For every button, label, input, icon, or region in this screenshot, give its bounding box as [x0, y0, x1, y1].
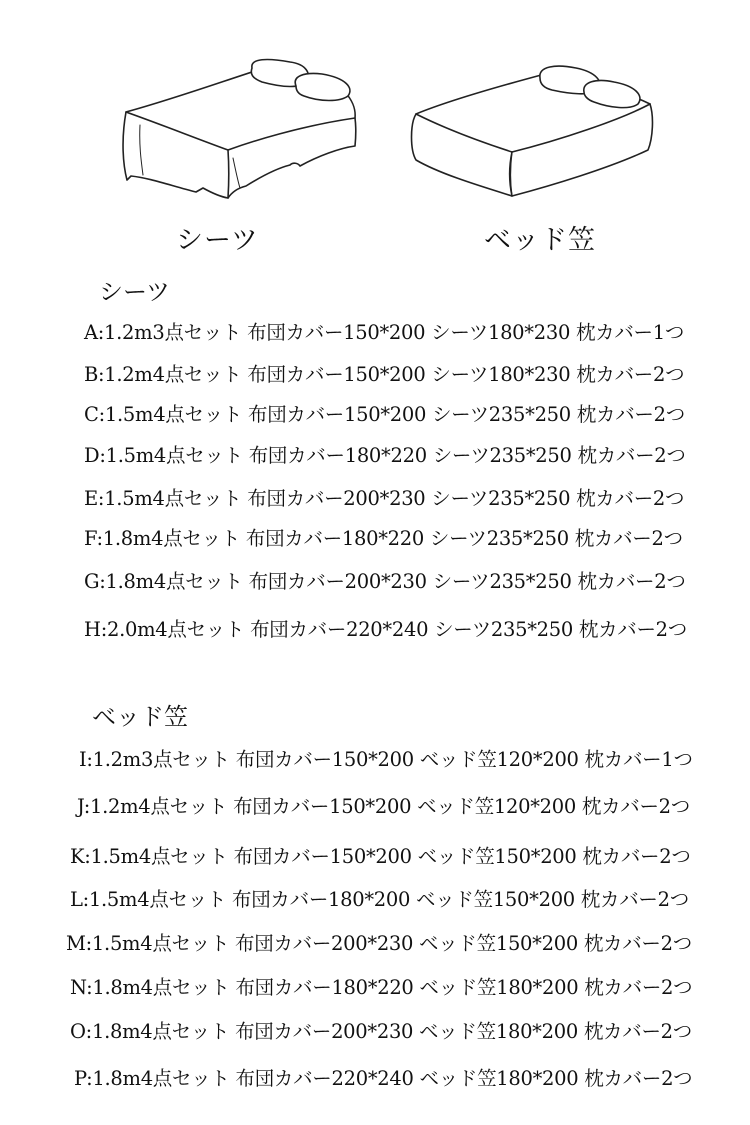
fitted-option-n: N:1.8m4点セット 布団カバー180*220 ベッド笠180*200 枕カバー2つ [70, 976, 693, 999]
fitted-option-i: I:1.2m3点セット 布団カバー150*200 ベッド笠120*200 枕カバー1つ [79, 748, 693, 771]
sheet-option-h: H:2.0m4点セット 布団カバー220*240 シーツ235*250 枕カバー2つ [84, 618, 687, 641]
sheet-option-g: G:1.8m4点セット 布団カバー200*230 シーツ235*250 枕カバー2つ [84, 570, 686, 593]
fitted-option-o: O:1.8m4点セット 布団カバー200*230 ベッド笠180*200 枕カバー2つ [70, 1020, 692, 1043]
bedding-illustrations [0, 0, 750, 270]
sheet-option-b: B:1.2m4点セット 布団カバー150*200 シーツ180*230 枕カバー2つ [84, 363, 685, 386]
sheet-option-d: D:1.5m4点セット 布団カバー180*220 シーツ235*250 枕カバー2つ [84, 444, 686, 467]
fitted-option-j: J:1.2m4点セット 布団カバー150*200 ベッド笠120*200 枕カバー2つ [77, 795, 690, 818]
flat-sheet-caption: シーツ [176, 225, 259, 256]
sheet-option-a: A:1.2m3点セット 布団カバー150*200 シーツ180*230 枕カバー1つ [84, 321, 685, 344]
fitted-sheet-caption: ベッド笠 [484, 225, 596, 256]
fitted-section-title: ベッド笠 [92, 703, 188, 731]
fitted-option-k: K:1.5m4点セット 布団カバー150*200 ベッド笠150*200 枕カバー2つ [70, 845, 691, 868]
sheet-option-c: C:1.5m4点セット 布団カバー150*200 シーツ235*250 枕カバー2つ [84, 403, 685, 426]
sheet-option-e: E:1.5m4点セット 布団カバー200*230 シーツ235*250 枕カバー2つ [84, 487, 685, 510]
sheet-section-title: シーツ [99, 278, 171, 306]
flat-sheet-bed-drawing [123, 60, 356, 198]
fitted-sheet-bed-drawing [412, 66, 653, 196]
sheet-option-f: F:1.8m4点セット 布団カバー180*220 シーツ235*250 枕カバー2つ [84, 527, 683, 550]
fitted-option-l: L:1.5m4点セット 布団カバー180*200 ベッド笠150*200 枕カバー2つ [70, 888, 689, 911]
fitted-option-m: M:1.5m4点セット 布団カバー200*230 ベッド笠150*200 枕カバー2つ [66, 932, 692, 955]
fitted-option-p: P:1.8m4点セット 布団カバー220*240 ベッド笠180*200 枕カバー2つ [74, 1067, 693, 1090]
